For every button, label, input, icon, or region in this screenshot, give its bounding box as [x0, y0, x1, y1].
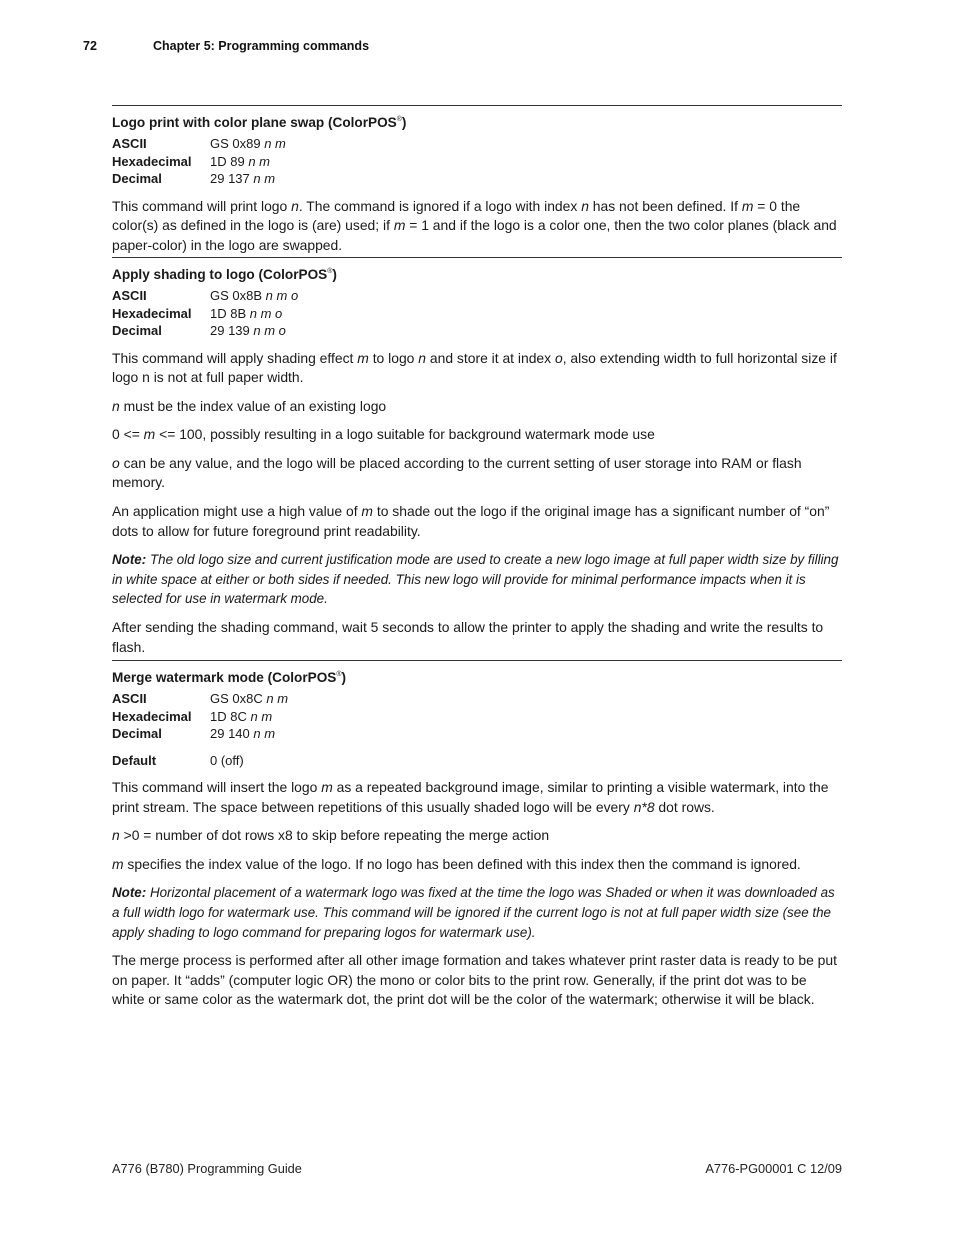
chapter-title: Chapter 5: Programming commands — [153, 39, 370, 53]
paragraph: o can be any value, and the logo will be placed according to the current setting of user storage into RAM or flash memory. — [112, 454, 802, 491]
section-color-plane-swap — [112, 105, 842, 255]
code-row-ascii: ASCII GS 0x8C n m — [112, 691, 289, 706]
footer-doc-id: A776-PG00001 C 12/09 — [705, 1161, 842, 1176]
running-header — [83, 39, 369, 53]
command-codes — [112, 287, 842, 340]
paragraph: This command will apply shading effect m to logo n and store it at index o, also extending width to full horizontal size if logo n is not at full paper width. — [112, 349, 837, 386]
paragraph: m specifies the index value of the logo. If no logo has been defined with this index then the command is ignored. — [112, 855, 801, 872]
code-row-hex: Hexadecimal 1D 8C n m — [112, 708, 273, 724]
section-rule — [112, 257, 842, 258]
paragraph: This command will insert the logo m as a repeated background image, similar to printing a visible watermark, into the print stream. The space between repetitions of this usually shaded logo will be every n*8 dot rows. — [112, 779, 829, 815]
command-codes — [112, 690, 842, 769]
note: Note: Horizontal placement of a watermark logo was fixed at the time the logo was Shaded or when it was downloaded as a full width logo for watermark use. This command will be ignored if the current logo is not at full paper width size (see the apply shading to logo command for preparing logos for watermark use). — [112, 885, 835, 940]
note-label: Note: — [112, 552, 147, 568]
note-label: Note: — [112, 885, 147, 901]
paragraph: The merge process is performed after all other image formation and takes whatever print raster data is ready to be put on paper. It “adds” (computer logic OR) the mono or color bits to the print row. Generally, if the print dot was to be white or same color as the watermark dot, the print dot will be the color of the watermark; otherwise it will be black. — [112, 952, 837, 1008]
section-apply-shading — [112, 257, 842, 657]
code-row-ascii: ASCII GS 0x8B n m o — [112, 288, 299, 303]
section-title: Merge watermark mode (ColorPOS®) — [112, 670, 347, 685]
code-row-decimal: Decimal 29 137 n m — [112, 171, 276, 186]
code-row-default: Default 0 (off) — [112, 752, 244, 768]
page-number: 72 — [83, 39, 97, 53]
section-title: Logo print with color plane swap (ColorPOS®) — [112, 115, 407, 130]
code-row-ascii: ASCII GS 0x89 n m — [112, 136, 286, 151]
code-row-hex: Hexadecimal 1D 89 n m — [112, 153, 270, 169]
paragraph: This command will print logo n. The command is ignored if a logo with index n has not been defined. If m = 0 the color(s) as defined in the logo is (are) used; if m = 1 and if the logo is a color one, then the two color planes (black and paper-color) in the logo are swapped. — [112, 197, 837, 253]
paragraph: An application might use a high value of m to shade out the logo if the original image has a significant number of “on” dots to allow for future foreground print readability. — [112, 503, 830, 539]
paragraph: n >0 = number of dot rows x8 to skip before repeating the merge action — [112, 827, 550, 844]
section-rule — [112, 660, 842, 661]
section-merge-watermark — [112, 660, 842, 1010]
code-row-hex: Hexadecimal 1D 8B n m o — [112, 305, 283, 321]
footer-guide-title: A776 (B780) Programming Guide — [112, 1161, 302, 1176]
note: Note: The old logo size and current justification mode are used to create a new logo image at full paper width size by filling in white space at either or both sides if needed. This new logo will provide for minimal performance impacts when it is selected for use in watermark mode. — [112, 552, 839, 607]
command-codes — [112, 135, 842, 188]
section-title: Apply shading to logo (ColorPOS®) — [112, 267, 337, 282]
code-row-decimal: Decimal 29 139 n m o — [112, 323, 286, 338]
section-rule — [112, 105, 842, 106]
paragraph: 0 <= m <= 100, possibly resulting in a logo suitable for background watermark mode use — [112, 426, 655, 443]
code-row-decimal: Decimal 29 140 n m — [112, 726, 276, 741]
paragraph: n must be the index value of an existing logo — [112, 397, 387, 414]
paragraph: After sending the shading command, wait 5 seconds to allow the printer to apply the shading and write the results to flash. — [112, 619, 824, 655]
